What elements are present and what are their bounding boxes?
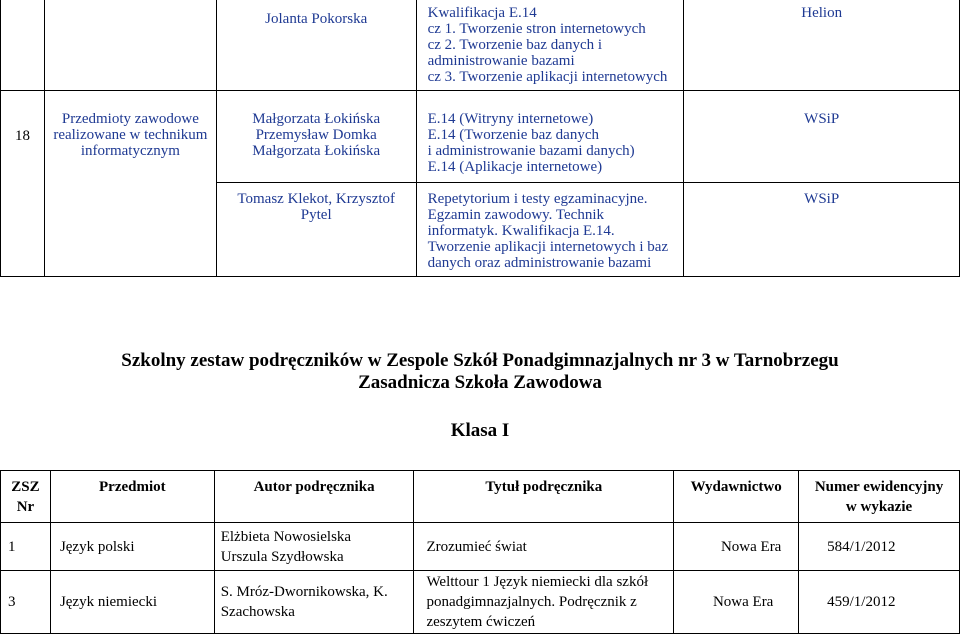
page-title [0,350,960,394]
header-text: ZSZ [11,478,40,495]
title-line: Tworzenie aplikacji internetowych i baz [427,239,669,255]
title-line: Repetytorium i testy egzaminacyjne. [427,191,648,207]
title-line: E.14 (Witryny internetowe) [427,111,594,127]
cell-nr: 3 [1,571,51,634]
title-line: E.14 (Aplikacje internetowe) [427,159,603,175]
subject-line: Przedmioty zawodowe [61,111,199,127]
cell-number [1,0,45,91]
title-line: Zrozumieć świat [426,538,527,555]
cell-publisher [684,91,960,183]
subject-line: informatycznym [80,143,180,159]
author-line: Pytel [300,207,332,223]
program-line: administrowanie bazami [427,53,575,69]
header-zsz-nr [1,471,51,523]
cell-program [416,0,684,91]
author-line: Elżbieta Nowosielska [220,528,352,545]
cell-title [414,571,674,634]
publisher-name: Helion [801,5,843,21]
author-line: Tomasz Klekot, Krzysztof [237,191,396,207]
cell-evidence-number: 459/1/2012 [799,571,960,634]
cell-nr: 1 [1,523,51,571]
top-textbook-table [0,0,960,277]
header-subject: Przedmiot [50,471,214,523]
author-line: Małgorzata Łokińska [252,111,381,127]
cell-author [214,571,414,634]
title-line: Egzamin zawodowy. Technik [427,207,605,223]
header-author: Autor podręcznika [214,471,414,523]
title-line: danych oraz administrowanie bazami [427,255,652,271]
row-number: 18 [14,128,30,144]
cell-number [1,91,45,277]
cell-author [216,91,416,183]
publisher-name: WSiP [804,191,840,207]
cell-author [214,523,414,571]
table-header-row [1,471,960,523]
program-line: cz 1. Tworzenie stron internetowych [427,21,646,37]
class-heading: Klasa I [450,420,510,441]
author-name: Jolanta Pokorska [265,11,368,27]
header-text: w wykazie [845,498,913,515]
cell-subject: Język polski [50,523,214,571]
cell-title [414,523,674,571]
table-row [1,0,960,91]
author-line: Szachowska [220,604,295,620]
cell-title [416,183,684,277]
cell-title [416,91,684,183]
subject-line: realizowane w technikum [53,127,208,143]
author-line: S. Mróz-Dwornikowska, K. [220,584,388,600]
program-line: cz 2. Tworzenie baz danych i [427,37,603,53]
table-row [1,571,960,634]
textbook-table [0,470,960,634]
author-line: Przemysław Domka [255,127,377,143]
header-text: Numer ewidencyjny [814,478,944,495]
cell-publisher: Nowa Era [674,523,799,571]
cell-publisher: Nowa Era [674,571,799,634]
title-line-1: Szkolny zestaw podręczników w Zespole Szkół Ponadgimnazjalnych nr 3 w Tarnobrzegu [121,350,839,371]
title-line: Welttour 1 Język niemiecki dla szkół [426,574,649,590]
table-row [1,523,960,571]
author-line: Małgorzata Łokińska [252,143,381,159]
publisher-name: WSiP [804,111,840,127]
table-row [1,91,960,183]
title-line: i administrowanie bazami danych) [427,143,635,159]
program-line: Kwalifikacja E.14 [427,5,537,21]
title-line: informatyk. Kwalifikacja E.14. [427,223,615,239]
cell-publisher [684,0,960,91]
cell-subject [44,0,216,91]
cell-subject [44,91,216,277]
program-line: cz 3. Tworzenie aplikacji internetowych [427,69,668,85]
title-line: ponadgimnazjalnych. Podręcznik z [426,594,637,610]
cell-author [216,0,416,91]
title-line: E.14 (Tworzenie baz danych [427,127,599,143]
cell-evidence-number: 584/1/2012 [799,523,960,571]
cell-subject: Język niemiecki [50,571,214,634]
title-line-2: Zasadnicza Szkoła Zawodowa [358,372,602,393]
header-evidence-number [799,471,960,523]
cell-publisher [684,183,960,277]
header-title: Tytuł podręcznika [414,471,674,523]
header-publisher: Wydawnictwo [674,471,799,523]
header-text: Nr [16,498,35,515]
title-line: zeszytem ćwiczeń [426,614,536,630]
author-line: Urszula Szydłowska [220,548,344,565]
cell-author [216,183,416,277]
